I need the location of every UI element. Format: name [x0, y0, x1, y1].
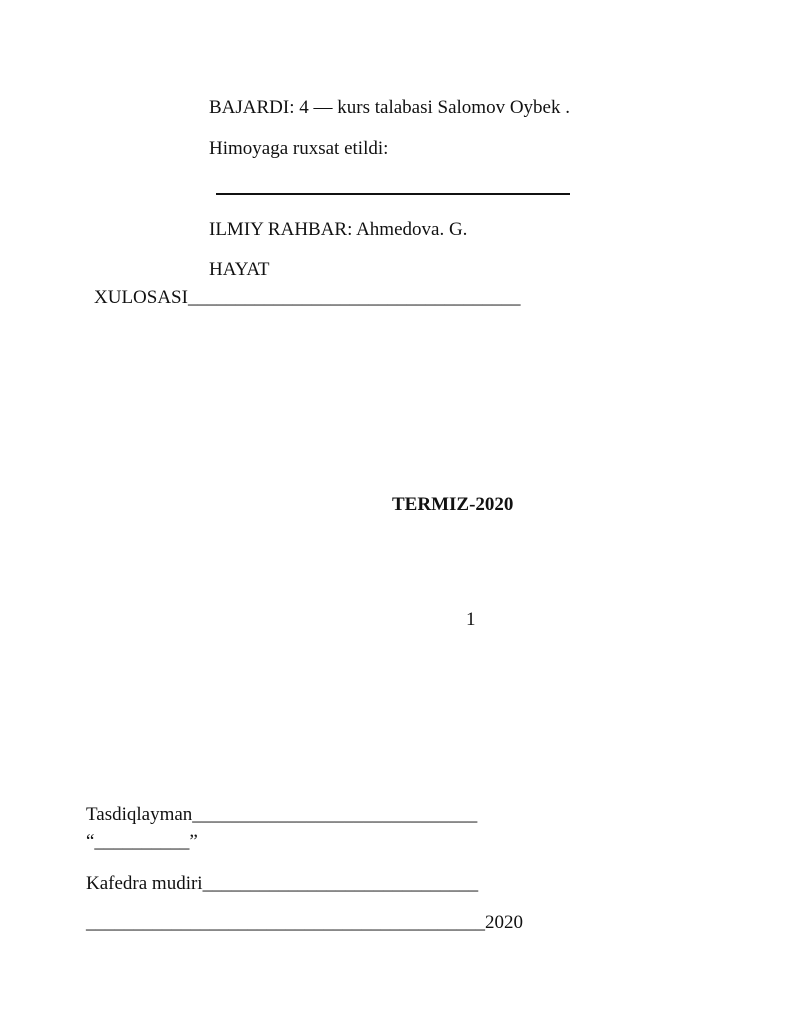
head-of-department-line: Kafedra mudiri_____________________________ — [86, 873, 479, 894]
defense-permission-line: Himoyaga ruxsat etildi: — [209, 138, 389, 159]
page-number: 1 — [466, 609, 476, 630]
date-quotes-line: “__________” — [86, 831, 198, 852]
conclusion-line: XULOSASI___________________________________ — [94, 287, 521, 308]
signature-rule — [216, 193, 570, 195]
performer-line: BAJARDI: 4 — kurs talabasi Salomov Oybek . — [209, 97, 570, 118]
supervisor-line: ILMIY RAHBAR: Ahmedova. G. — [209, 219, 468, 240]
approve-line: Tasdiqlayman______________________________ — [86, 804, 478, 825]
hayat-line: HAYAT — [209, 259, 270, 280]
city-year-heading: TERMIZ-2020 — [392, 494, 514, 515]
year-line: __________________________________________2020 — [86, 912, 523, 933]
